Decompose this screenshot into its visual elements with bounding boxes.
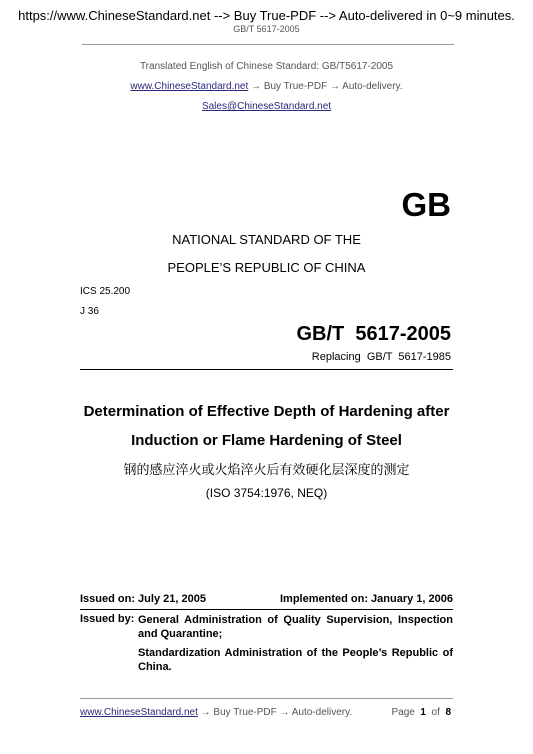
header-divider: [82, 44, 454, 45]
issued-by-label: Issued by:: [80, 613, 135, 625]
page-current: 1: [420, 707, 426, 718]
issued-on: Issued on: July 21, 2005: [80, 593, 206, 605]
page-label: Page: [391, 707, 415, 718]
email-link[interactable]: Sales@ChineseStandard.net: [201, 101, 332, 112]
footer-divider: [80, 698, 453, 699]
site-link[interactable]: www.ChineseStandard.net: [130, 81, 249, 92]
running-header: GB/T 5617-2005: [233, 24, 300, 34]
national-line-1: NATIONAL STANDARD OF THE: [172, 232, 361, 247]
gb-mark: GB: [401, 186, 451, 223]
title-line-2: Induction or Flame Hardening of Steel: [131, 432, 402, 449]
footer-site-link[interactable]: www.ChineseStandard.net: [80, 707, 198, 718]
standard-number: GB/T 5617-2005: [296, 323, 451, 345]
replacing-note: Replacing GB/T 5617-1985: [311, 351, 451, 363]
footer-site-line: [80, 707, 352, 718]
j-code: J 36: [80, 306, 99, 317]
title-line-1: Determination of Effective Depth of Hardening after: [83, 403, 450, 420]
issuer-2: Standardization Administration of the People’s Republic of China.: [138, 647, 453, 673]
top-banner: https://www.ChineseStandard.net --> Buy True-PDF --> Auto-delivered in 0~9 minutes.: [18, 8, 515, 23]
page-total: 8: [445, 707, 451, 718]
title-chinese: 钢的感应淬火或火焰淬火后有效硬化层深度的测定: [123, 462, 410, 477]
issue-divider: [80, 609, 453, 610]
national-line-2: PEOPLE’S REPUBLIC OF CHINA: [167, 260, 366, 275]
email-line: [0, 101, 533, 112]
number-divider: [80, 369, 453, 370]
implemented-on: Implemented on: January 1, 2006: [279, 593, 453, 605]
translation-note: Translated English of Chinese Standard: GB/T5617-2005: [139, 61, 394, 72]
page-of: of: [431, 707, 440, 718]
buy-text: → Buy True-PDF → Auto-delivery.: [248, 81, 403, 92]
footer-buy-text: → Buy True-PDF → Auto-delivery.: [197, 707, 353, 718]
ics-code: ICS 25.200: [80, 286, 131, 297]
page-indicator: [391, 707, 451, 718]
issuer-1: General Administration of Quality Supervision, Inspection and Quarantine;: [138, 614, 453, 640]
iso-reference: (ISO 3754:1976, NEQ): [205, 486, 328, 500]
site-line: [0, 81, 533, 92]
